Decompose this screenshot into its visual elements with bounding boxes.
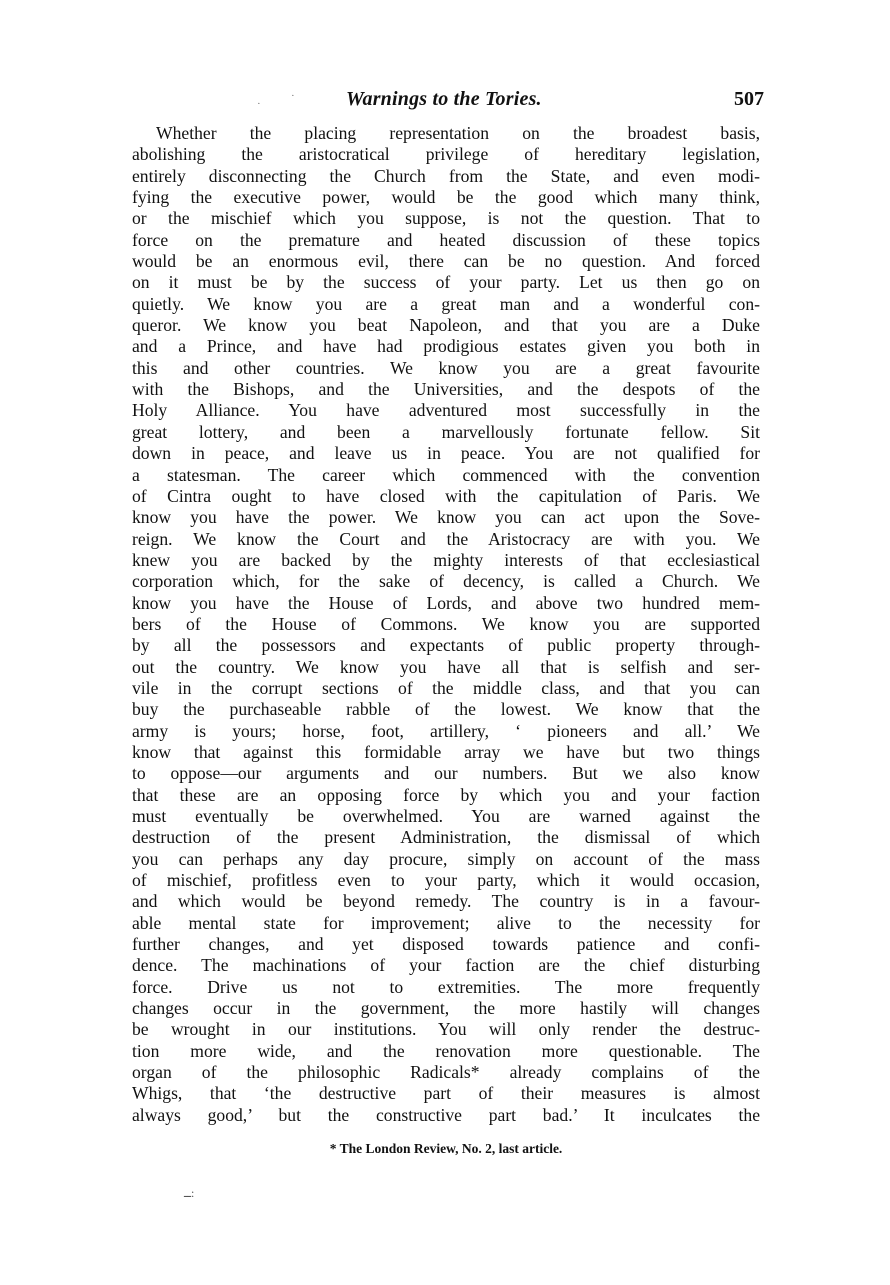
text-line: knew you are backed by the mighty interests of that ecclesiastical — [132, 549, 760, 570]
text-line: and a Prince, and have had prodigious estates given you both in — [132, 336, 760, 357]
text-line: queror. We know you beat Napoleon, and that you are a Duke — [132, 315, 760, 336]
text-line: on it must be by the success of your party. Let us then go on — [132, 272, 760, 293]
text-line: destruction of the present Administration, the dismissal of which — [132, 827, 760, 848]
page-header — [132, 88, 764, 118]
text-line: know you have the power. We know you can act upon the Sove- — [132, 507, 760, 528]
text-line: that these are an opposing force by which you and your faction — [132, 784, 760, 805]
print-speck: · — [257, 98, 261, 110]
text-line: dence. The machinations of your faction are the chief disturbing — [132, 955, 760, 976]
text-line: quietly. We know you are a great man and a wonderful con- — [132, 293, 760, 314]
text-line: out the country. We know you have all that is selfish and ser- — [132, 656, 760, 677]
text-line: you can perhaps any day procure, simply on account of the mass — [132, 848, 760, 869]
text-line: abolishing the aristocratical privilege of hereditary legislation, — [132, 144, 760, 165]
text-line: Whether the placing representation on the broadest basis, — [156, 123, 760, 143]
text-line: able mental state for improvement; alive to the necessity for — [132, 912, 760, 933]
text-line: organ of the philosophic Radicals* already complains of the — [132, 1062, 760, 1083]
text-line: changes occur in the government, the more hastily will changes — [132, 998, 760, 1019]
text-line: vile in the corrupt sections of the middle class, and that you can — [132, 677, 760, 698]
text-line: with the Bishops, and the Universities, and the despots of the — [132, 379, 760, 400]
text-line: a statesman. The career which commenced with the convention — [132, 464, 760, 485]
text-line: entirely disconnecting the Church from the State, and even modi- — [132, 165, 760, 186]
text-line: must eventually be overwhelmed. You are warned against the — [132, 806, 760, 826]
text-line: to oppose—our arguments and our numbers. But we also know — [132, 763, 760, 784]
running-title: Warnings to the Tories. — [346, 88, 542, 110]
text-line: of Cintra ought to have closed with the capitulation of Paris. We — [132, 485, 760, 506]
text-line: of mischief, profitless even to your party, which it would occasion, — [132, 870, 760, 891]
text-line: this and other countries. We know you are a great favourite — [132, 357, 760, 378]
text-line: buy the purchaseable rabble of the lowest. We know that the — [132, 699, 760, 720]
text-line: bers of the House of Commons. We know you are supported — [132, 613, 760, 634]
footnote: * The London Review, No. 2, last article. — [329, 1141, 563, 1156]
text-line: or the mischief which you suppose, is not the question. That to — [132, 208, 760, 229]
page-number: 507 — [734, 88, 764, 110]
text-line: would be an enormous evil, there can be no question. And forced — [132, 251, 760, 272]
text-line: reign. We know the Court and the Aristocracy are with you. We — [132, 528, 760, 549]
text-line: tion more wide, and the renovation more questionable. The — [132, 1040, 760, 1061]
text-line: force. Drive us not to extremities. The more frequently — [132, 976, 760, 997]
text-line: force on the premature and heated discussion of these topics — [132, 229, 760, 250]
text-line: know that against this formidable array we have but two things — [132, 741, 760, 762]
text-line: be wrought in our institutions. You will only render the destruc- — [132, 1019, 760, 1040]
body-text — [132, 123, 760, 1126]
text-line: by all the possessors and expectants of public property through- — [132, 635, 760, 656]
text-line: great lottery, and been a marvellously fortunate fellow. Sit — [132, 421, 760, 442]
text-line: Holy Alliance. You have adventured most successfully in the — [132, 400, 760, 421]
text-line: further changes, and yet disposed towards patience and confi- — [132, 934, 760, 955]
text-line: corporation which, for the sake of decency, is called a Church. We — [132, 571, 760, 592]
text-line: always good,’ but the constructive part bad.’ It inculcates the — [132, 1104, 760, 1125]
text-line: fying the executive power, would be the good which many think, — [132, 187, 760, 208]
print-speck: · — [291, 90, 295, 102]
text-line: know you have the House of Lords, and above two hundred mem- — [132, 592, 760, 613]
text-line: Whigs, that ‘the destructive part of their measures is almost — [132, 1083, 760, 1104]
text-line: down in peace, and leave us in peace. You are not qualified for — [132, 443, 760, 464]
text-line: and which would be beyond remedy. The country is in a favour- — [132, 891, 760, 912]
text-line: army is yours; horse, foot, artillery, ‘ pioneers and all.’ We — [132, 720, 760, 741]
ink-mark: ــ: — [184, 1186, 195, 1200]
